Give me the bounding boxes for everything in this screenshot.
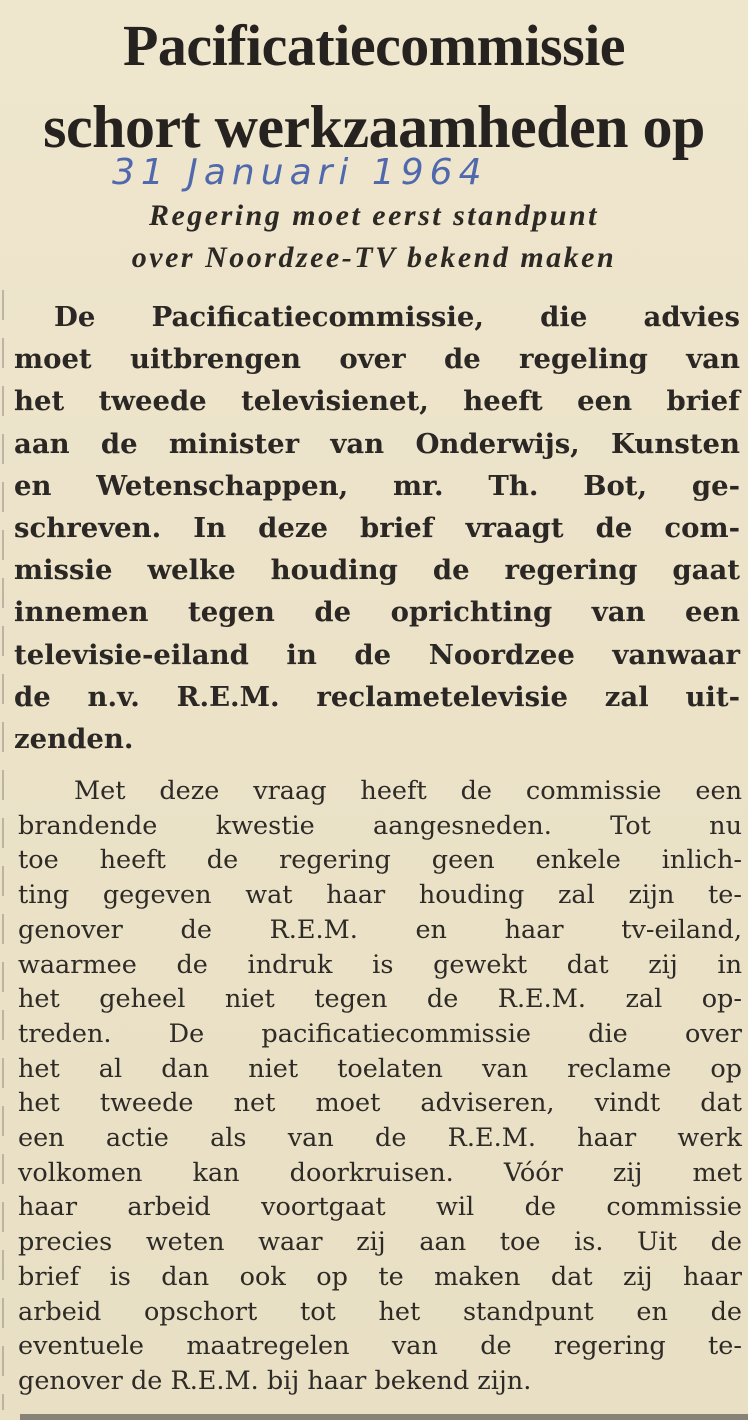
- subheadline-line-2: over Noordzee-TV bekend maken: [131, 241, 617, 274]
- lead-line: het tweede televisienet, heeft een brief: [14, 385, 740, 418]
- body-line: genover de R.E.M. bij haar bekend zijn.: [18, 1365, 532, 1396]
- body-paragraph: [18, 774, 742, 1399]
- body-line: waarmee de indruk is gewekt dat zij in: [18, 949, 742, 980]
- lead-line: en Wetenschappen, mr. Th. Bot, ge-: [14, 469, 740, 502]
- handwritten-date-annotation: 31 Januari 1964: [112, 152, 488, 193]
- lead-line: zenden.: [14, 723, 134, 756]
- body-line: een actie als van de R.E.M. haar werk: [18, 1123, 742, 1154]
- lead-line: moet uitbrengen over de regeling van: [14, 343, 740, 376]
- body-line: precies weten waar zij aan toe is. Uit de: [18, 1227, 742, 1258]
- body-line: eventuele maatregelen van de regering te-: [18, 1331, 742, 1362]
- lead-line: innemen tegen de oprichting van een: [14, 596, 740, 629]
- body-line: het tweede net moet adviseren, vindt dat: [18, 1088, 742, 1119]
- lead-line: aan de minister van Onderwijs, Kunsten: [14, 427, 740, 460]
- body-line: genover de R.E.M. en haar tv-eiland,: [18, 914, 742, 945]
- lead-line: televisie-eiland in de Noordzee vanwaar: [14, 638, 740, 671]
- body-line: treden. De pacificatiecommissie die over: [18, 1018, 742, 1049]
- headline-line-2: schort werkzaamheden op: [43, 94, 705, 160]
- lead-line: schreven. In deze brief vraagt de com-: [14, 512, 740, 545]
- lead-paragraph: [14, 296, 740, 760]
- headline-line-1: Pacificatiecommissie: [122, 13, 626, 78]
- body-line: het al dan niet toelaten van reclame op: [18, 1053, 742, 1084]
- body-line: brandende kwestie aangesneden. Tot nu: [18, 810, 742, 841]
- lead-line: De Pacificatiecommissie, die advies: [54, 301, 740, 333]
- body-line: toe heeft de regering geen enkele inlich-: [18, 845, 742, 876]
- body-line: brief is dan ook op te maken dat zij haar: [18, 1261, 742, 1292]
- clipping-bottom-edge: [20, 1414, 748, 1420]
- body-line: Met deze vraag heeft de commissie een: [74, 776, 742, 806]
- body-line: volkomen kan doorkruisen. Vóór zij met: [18, 1157, 742, 1188]
- body-line: haar arbeid voortgaat wil de commissie: [18, 1192, 742, 1223]
- subheadline-line-1: Regering moet eerst standpunt: [148, 199, 600, 232]
- lead-line: missie welke houding de regering gaat: [14, 554, 740, 587]
- body-line: ting gegeven wat haar houding zal zijn te-: [18, 880, 742, 911]
- column-rule: [2, 290, 4, 1410]
- lead-line: de n.v. R.E.M. reclametelevisie zal uit-: [14, 680, 740, 713]
- body-line: arbeid opschort tot het standpunt en de: [18, 1296, 742, 1327]
- body-line: het geheel niet tegen de R.E.M. zal op-: [18, 984, 742, 1015]
